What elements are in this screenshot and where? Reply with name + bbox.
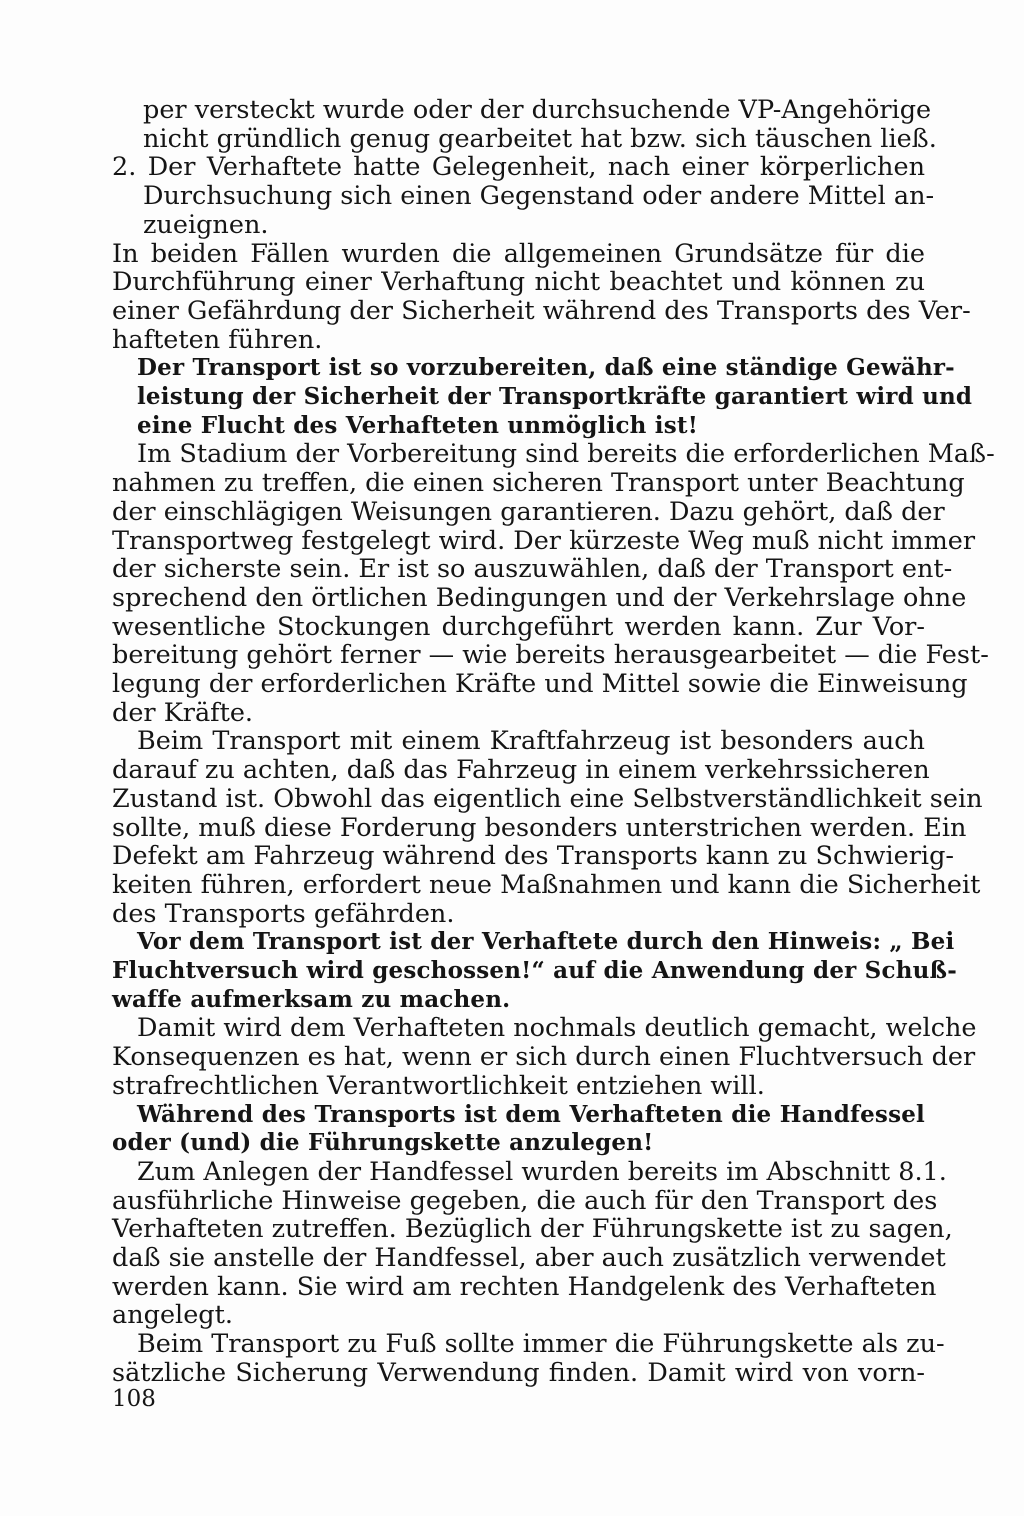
text-line: sprechend den örtlichen Bedingungen und der Verkehrslage ohne <box>112 582 967 613</box>
page-number: 108 <box>112 1386 156 1412</box>
text-line: strafrechtlichen Verantwortlichkeit entziehen will. <box>112 1070 765 1101</box>
bold-rule-line: oder (und) die Führungskette anzulegen! <box>112 1129 654 1157</box>
text-line: darauf zu achten, daß das Fahrzeug in einem verkehrssicheren <box>112 755 930 786</box>
text-line: sollte, muß diese Forderung besonders unterstrichen werden. Ein <box>112 812 967 843</box>
text-line: sätzliche Sicherung Verwendung finden. Damit wird von vorn- <box>112 1357 925 1388</box>
bold-rule-line: Der Transport ist so vorzubereiten, daß eine ständige Gewähr- <box>137 354 955 382</box>
text-line: angelegt. <box>112 1300 233 1331</box>
text-line: nicht gründlich genug gearbeitet hat bzw. sich täuschen ließ. <box>143 123 937 154</box>
bold-rule-line: Während des Transports ist dem Verhafteten die Handfessel <box>137 1100 925 1128</box>
text-line: ausführliche Hinweise gegeben, die auch für den Transport des <box>112 1185 938 1216</box>
text-line: 2. Der Verhaftete hatte Gelegenheit, nach einer körperlichen <box>112 152 925 183</box>
text-line: Defekt am Fahrzeug während des Transports kann zu Schwierig- <box>112 841 955 872</box>
bold-rule-line: eine Flucht des Verhafteten unmöglich ist! <box>137 411 699 439</box>
text-line: daß sie anstelle der Handfessel, aber auch zusätzlich verwendet <box>112 1243 946 1273</box>
bold-rule-line: Fluchtversuch wird geschossen!“ auf die Anwendung der Schuß- <box>112 957 957 984</box>
text-line: Beim Transport zu Fuß sollte immer die Führungskette als zu- <box>137 1329 945 1360</box>
text-line: bereitung gehört ferner — wie bereits herausgearbeitet — die Fest- <box>112 640 989 671</box>
text-line: nahmen zu treffen, die einen sicheren Transport unter Beachtung <box>112 468 965 499</box>
text-line: In beiden Fällen wurden die allgemeinen Grundsätze für die <box>112 238 925 269</box>
text-line: per versteckt wurde oder der durchsuchende VP-Angehörige <box>143 95 932 125</box>
text-line: des Transports gefährden. <box>112 898 455 929</box>
text-line: Konsequenzen es hat, wenn er sich durch einen Fluchtversuch der <box>112 1042 976 1073</box>
text-line: Durchführung einer Verhaftung nicht beachtet und können zu <box>112 267 925 298</box>
bold-rule-line: Vor dem Transport ist der Verhaftete durch den Hinweis: „ Bei <box>137 928 955 956</box>
text-line: legung der erforderlichen Kräfte und Mittel sowie die Einweisung <box>112 669 968 699</box>
text-line: keiten führen, erfordert neue Maßnahmen und kann die Sicherheit <box>112 869 981 900</box>
text-line: Im Stadium der Vorbereitung sind bereits die erforderlichen Maß- <box>137 439 995 470</box>
bold-rule-line: waffe aufmerksam zu machen. <box>112 985 511 1013</box>
text-line: wesentliche Stockungen durchgeführt werden kann. Zur Vor- <box>112 611 925 642</box>
text-line: Zum Anlegen der Handfessel wurden bereits im Abschnitt 8.1. <box>137 1156 947 1187</box>
text-line: zueignen. <box>143 209 269 240</box>
text-line: Transportweg festgelegt wird. Der kürzeste Weg muß nicht immer <box>112 525 976 556</box>
text-line: hafteten führen. <box>112 324 323 355</box>
text-line: Damit wird dem Verhafteten nochmals deutlich gemacht, welche <box>137 1013 977 1044</box>
text-line: einer Gefährdung der Sicherheit während des Transports des Ver- <box>112 295 971 326</box>
text-line: der sicherste sein. Er ist so auszuwählen, daß der Transport ent- <box>112 554 953 585</box>
text-line: Durchsuchung sich einen Gegenstand oder andere Mittel an- <box>143 181 935 212</box>
text-line: werden kann. Sie wird am rechten Handgelenk des Verhafteten <box>112 1271 937 1302</box>
text-line: der Kräfte. <box>112 697 254 728</box>
text-line: der einschlägigen Weisungen garantieren. Dazu gehört, daß der <box>112 496 945 527</box>
text-line: Beim Transport mit einem Kraftfahrzeug ist besonders auch <box>137 726 925 757</box>
bold-rule-line: leistung der Sicherheit der Transportkräfte garantiert wird und <box>137 383 973 410</box>
text-line: Verhafteten zutreffen. Bezüglich der Führungskette ist zu sagen, <box>112 1214 953 1245</box>
text-line: Zustand ist. Obwohl das eigentlich eine Selbstverständlichkeit sein <box>112 783 983 814</box>
